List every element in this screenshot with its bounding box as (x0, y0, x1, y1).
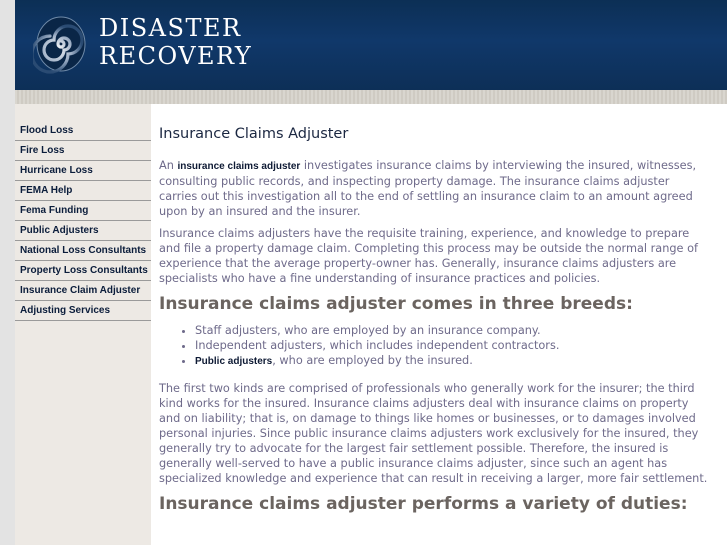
main-content (159, 124, 711, 523)
public-adjusters-link[interactable]: Public adjusters (195, 356, 273, 367)
sidebar-item-hurricane-loss[interactable]: Hurricane Loss (15, 161, 151, 181)
sidebar-item-fema-help[interactable]: FEMA Help (15, 181, 151, 201)
site-logo-text[interactable] (99, 14, 252, 70)
list-item-text: , who are employed by the insured. (272, 354, 473, 367)
list-item (195, 353, 711, 369)
sidebar-item-property-loss-consultants[interactable]: Property Loss Consultants (15, 261, 151, 281)
sidebar-item-flood-loss[interactable]: Flood Loss (15, 121, 151, 141)
site-header (15, 0, 727, 90)
training-paragraph: Insurance claims adjusters have the requisite training, experience, and knowledge to prepare and file a property damage claim. Completing this process may be outside the normal range of experience that the average property-owner has. Generally, insurance claims adjusters are specialists who have a fine understanding of insurance practices and policies. (159, 227, 698, 285)
logo-line-1: DISASTER (99, 14, 242, 42)
intro-paragraph (159, 158, 711, 219)
breeds-heading: Insurance claims adjuster comes in three breeds: (159, 294, 633, 314)
page (15, 0, 727, 545)
sidebar-nav (15, 121, 151, 321)
list-item: • Staff adjusters, who are employed by an insurance company. (195, 323, 711, 338)
kinds-paragraph: The first two kinds are comprised of professionals who generally work for the insurer; the third kind works for the insured. Insurance claims adjusters deal with insurance claims on property and on liability; that is, on damage to things like homes or businesses, or to damages involved personal injuries. Since public insurance claims adjusters work exclusively for the insured, they generally try to advocate for the largest fair settlement possible. Therefore, the insured is generally well-served to have a public insurance claims adjuster, since such an agent has specialized knowledge and experience that can result in receiving a larger, more fair settlement. (159, 382, 708, 485)
header-divider (15, 90, 727, 104)
intro-rest: investigates insurance claims by interviewing the insured, witnesses, consulting public records, and inspecting property damage. The insurance claims adjuster carries out this investigation all to the end of settling an insurance claim to an amount agreed upon by an insured and the insurer. (159, 159, 697, 218)
sidebar-item-public-adjusters[interactable]: Public Adjusters (15, 221, 151, 241)
intro-keyword: insurance claims adjuster (177, 161, 301, 172)
sidebar-item-adjusting-services[interactable]: Adjusting Services (15, 301, 151, 321)
sidebar-item-insurance-claim-adjuster[interactable]: Insurance Claim Adjuster (15, 281, 151, 301)
sidebar-item-fire-loss[interactable]: Fire Loss (15, 141, 151, 161)
list-item: • Independent adjusters, which includes independent contractors. (195, 338, 711, 353)
spiral-logo-icon[interactable] (33, 10, 89, 74)
page-title: Insurance Claims Adjuster (159, 126, 349, 142)
duties-heading: Insurance claims adjuster performs a variety of duties: (159, 494, 688, 514)
logo-line-2: RECOVERY (99, 42, 253, 70)
breeds-list (159, 323, 711, 369)
intro-lead: An (159, 159, 178, 172)
sidebar-item-fema-funding[interactable]: Fema Funding (15, 201, 151, 221)
sidebar-item-national-loss-consultants[interactable]: National Loss Consultants (15, 241, 151, 261)
